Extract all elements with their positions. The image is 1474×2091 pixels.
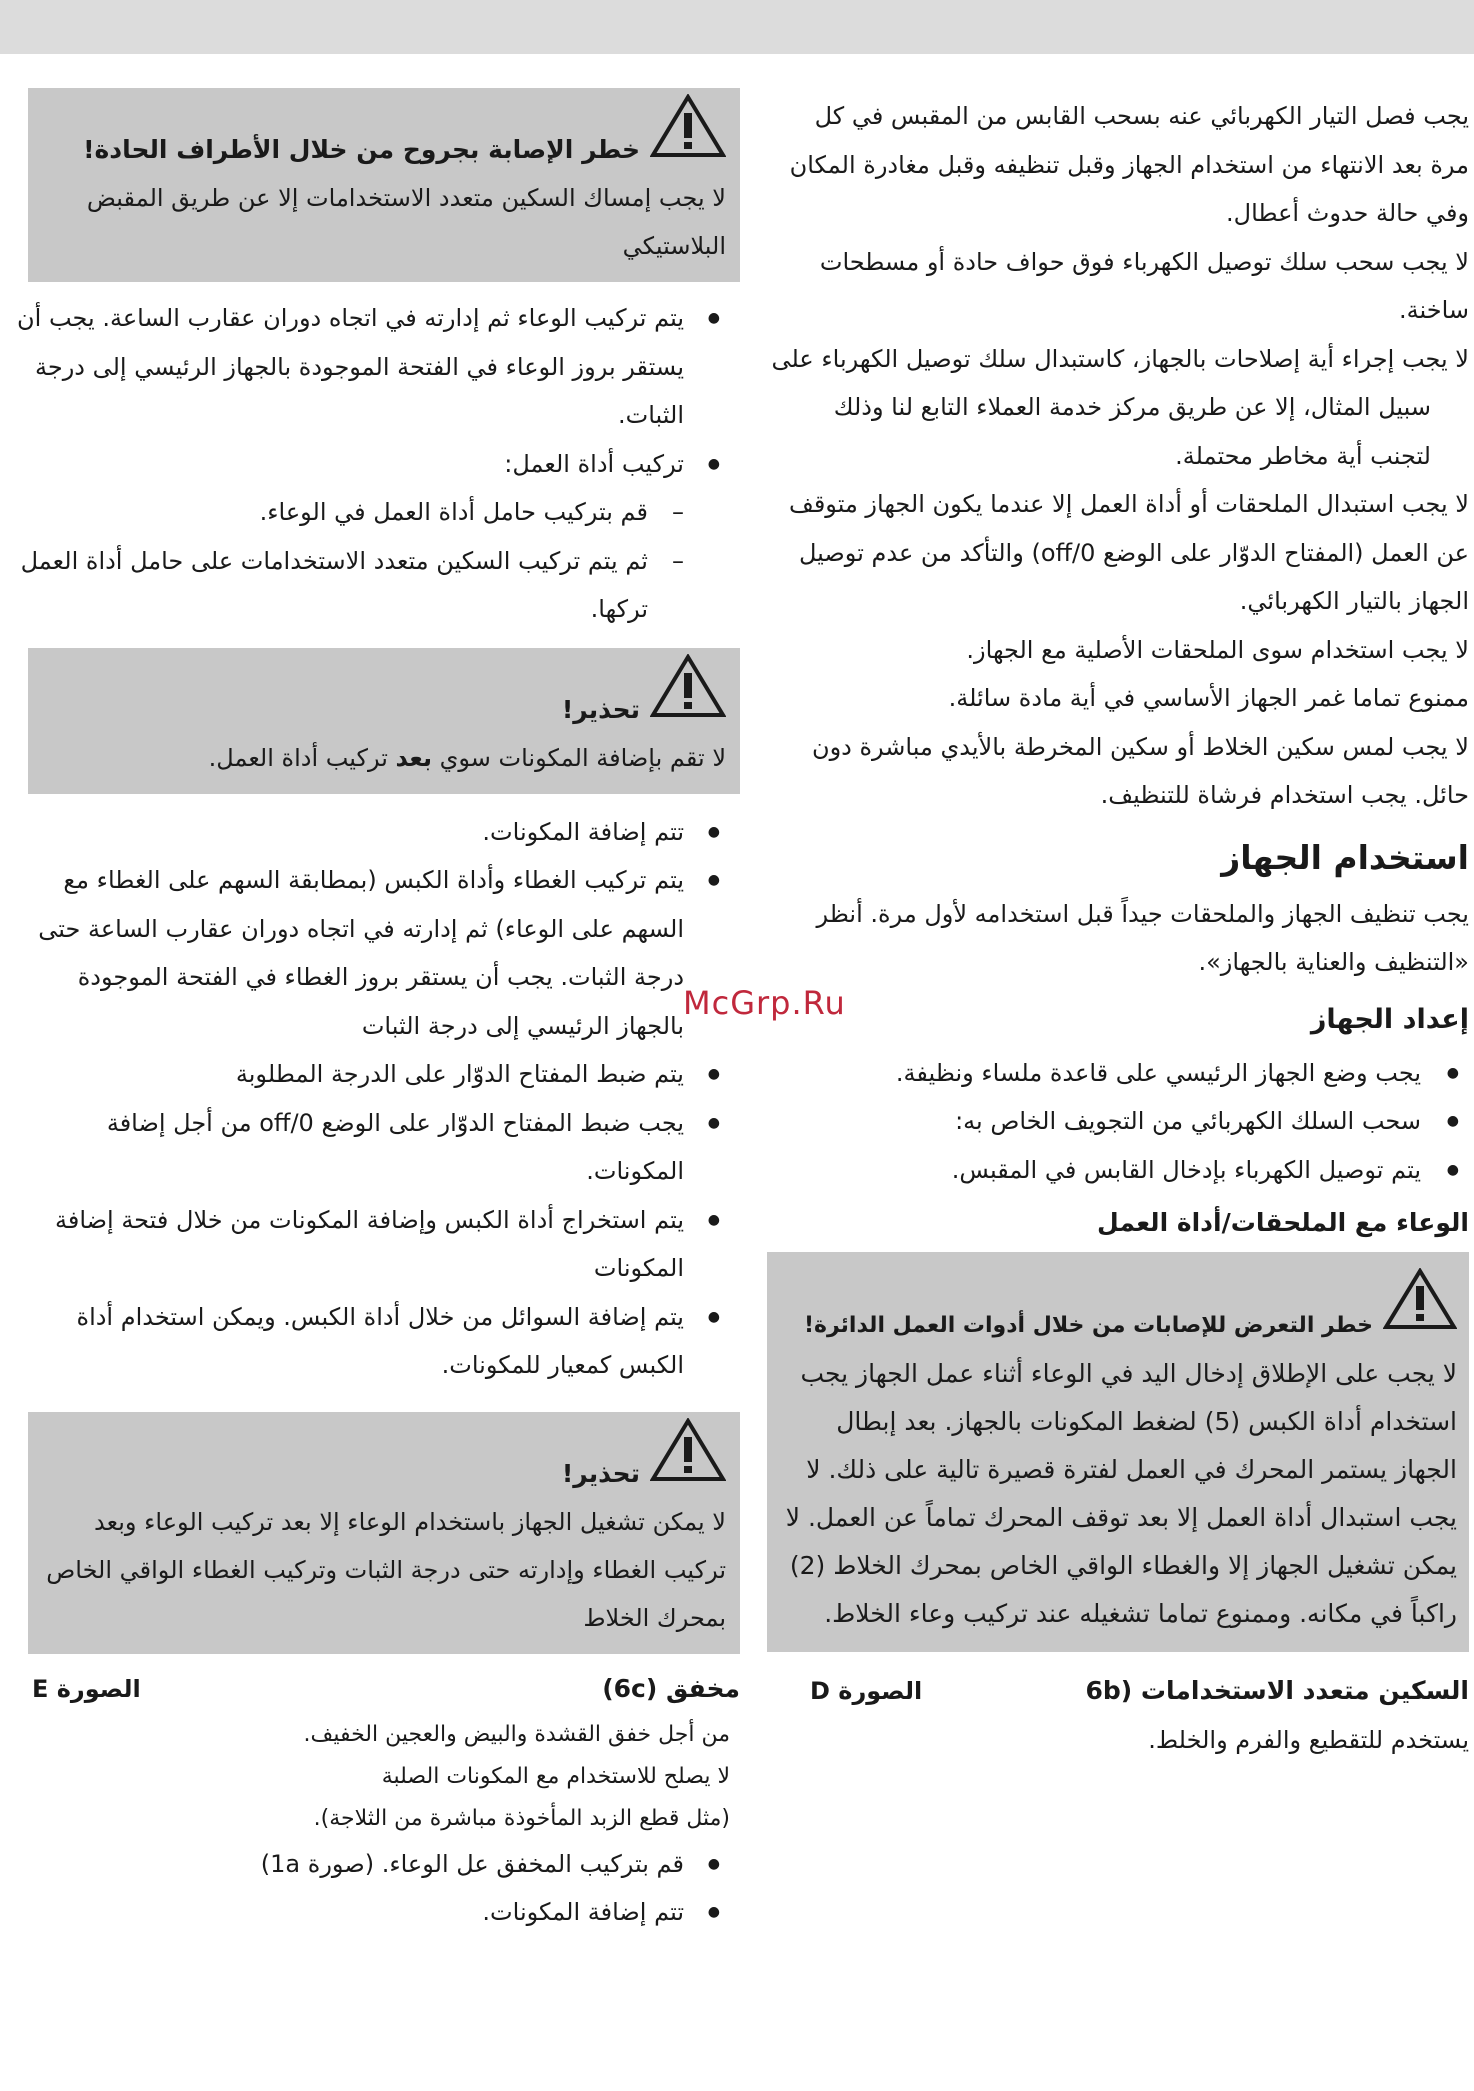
use-paragraph: يجب تنظيف الجهاز والملحقات جيداً قبل استخدامه لأول مرة. أنظر «التنظيف والعناية بالجهاز». <box>816 899 1469 976</box>
whisk-note: من أجل خفق القشدة والبيض والعجين الخفيف. <box>303 1721 730 1747</box>
warning-box-sharp-edges <box>28 88 740 282</box>
watermark-text: McGrp.Ru <box>683 984 846 1022</box>
left-column <box>0 88 740 1937</box>
warning-triangle-icon <box>650 94 726 174</box>
warning-text: لا يجب على الإطلاق إدخال اليد في الوعاء أثناء عمل الجهاز يجب استخدام أداة الكبس (5) لضغط المكونات بالجهاز. بعد إبطال الجهاز يستمر المحرك في العمل لفترة قصيرة تالية على ذلك. لا يجب استبدال أداة العمل إلا بعد توقف المحرك تماماً عن العمل. لا يمكن تشغيل الجهاز إلا والغطاء الواقي الخاص بمحرك الخلاط (2) راكباً في مكانه. وممنوع تماما تشغيله عند تركيب وعاء الخلاط. <box>785 1359 1457 1628</box>
knife-title: السكين متعدد الاستخدامات (6b <box>1085 1676 1469 1705</box>
list-item: ● تركيب أداة العمل: <box>0 440 740 489</box>
list-item: ● سحب السلك الكهربائي من التجويف الخاص به: <box>770 1097 1469 1146</box>
warning-text-pre: لا تقم بإضافة المكونات سوي <box>439 743 726 772</box>
list-item: ● يتم إضافة السوائل من خلال أداة الكبس. ويمكن استخدام أداة الكبس كمعيار للمكونات. <box>0 1293 740 1390</box>
list-item: ● يجب ضبط المفتاح الدوّار على الوضع off/0 من أجل إضافة المكونات. <box>0 1099 740 1196</box>
warning-text: لا يجب إمساك السكين متعدد الاستخدامات إلا عن طريق المقبض البلاستيكي <box>86 184 726 260</box>
warning-title: تحذير! <box>561 1458 640 1488</box>
section-title-prep: إعداد الجهاز <box>1310 1003 1469 1035</box>
section-title-use: استخدام الجهاز <box>1221 837 1469 877</box>
list-item: ● يتم تركيب الغطاء وأداة الكبس (بمطابقة السهم على الغطاء مع السهم على الوعاء) ثم إدارته في اتجاه دوران عقارب الساعة حتى درجة الثبات. يجب أن يستقر بروز الغطاء في الفتحة الموجودة بالجهاز الرئيسي إلى درجة الثبات <box>0 856 740 1050</box>
whisk-list <box>0 1840 740 1937</box>
warning-box-rotating-tools <box>767 1252 1469 1652</box>
warning-box-add-ingredients <box>28 648 740 794</box>
warning-header <box>42 654 726 734</box>
right-column <box>770 92 1474 1765</box>
whisk-note: لا يصلح للاستخدام مع المكونات الصلبة <box>381 1763 730 1789</box>
list-item: ● تتم إضافة المكونات. <box>0 808 740 857</box>
prep-list <box>770 1049 1469 1195</box>
warning-triangle-icon <box>650 654 726 734</box>
list-item: ● قم بتركيب المخفق عل الوعاء. (صورة 1a) <box>0 1840 740 1889</box>
figure-ref-e: الصورة E <box>32 1674 141 1703</box>
dash-item-text: – قم بتركيب حامل أداة العمل في الوعاء. <box>10 488 684 537</box>
warning-title: خطر التعرض للإصابات من خلال أدوات العمل الدائرة! <box>803 1313 1373 1338</box>
assembly-list <box>0 294 740 488</box>
top-header-bar <box>0 0 1474 54</box>
safety-paragraph: يجب فصل التيار الكهربائي عنه بسحب القابس من المقبس في كل مرة بعد الانتهاء من استخدام الجهاز وقبل تنظيفه وقبل مغادرة المكان وفي حالة حدوث أعطال. <box>789 102 1469 227</box>
list-item <box>0 537 740 634</box>
safety-paragraphs <box>770 92 1469 820</box>
warning-text-post: تركيب أداة العمل. <box>208 743 388 772</box>
safety-paragraph: لا يجب لمس سكين الخلاط أو سكين المخرطة بالأيدي مباشرة دون حائل. يجب استخدام فرشاة للتنظيف. <box>811 732 1469 809</box>
safety-paragraph: ممنوع تماما غمر الجهاز الأساسي في أية مادة سائلة. <box>948 684 1469 712</box>
list-item: ● يجب وضع الجهاز الرئيسي على قاعدة ملساء ونظيفة. <box>770 1049 1469 1098</box>
whisk-note: (مثل قطع الزبد المأخوذة مباشرة من الثلاجة). <box>313 1805 730 1831</box>
safety-paragraph: لا يجب استخدام سوى الملحقات الأصلية مع الجهاز. <box>966 635 1469 664</box>
whisk-heading-row <box>0 1664 740 1714</box>
warning-title: خطر الإصابة بجروح من خلال الأطراف الحادة! <box>83 135 640 164</box>
tool-steps-list <box>0 488 740 634</box>
list-item: ● يتم ضبط المفتاح الدوّار على الدرجة المطلوبة <box>0 1050 740 1099</box>
section-title-bowl: الوعاء مع الملحقات/أداة العمل <box>1097 1208 1469 1237</box>
list-item: ● يتم توصيل الكهرباء بإدخال القابس في المقبس. <box>770 1146 1469 1195</box>
knife-text: يستخدم للتقطيع والفرم والخلط. <box>1148 1726 1469 1754</box>
safety-paragraph: لا يجب استبدال الملحقات أو أداة العمل إلا عندما يكون الجهاز متوقف عن العمل (المفتاح الدوّار على الوضع off/0) والتأكد من عدم توصيل الجهاز بالتيار الكهربائي. <box>788 490 1469 615</box>
list-item <box>0 488 740 537</box>
warning-box-bowl-operation <box>28 1412 740 1654</box>
warning-header <box>42 94 726 174</box>
warning-header <box>42 1418 726 1498</box>
whisk-title: مخفق (6c) <box>602 1673 740 1703</box>
list-item: ● يتم تركيب الوعاء ثم إدارته في اتجاه دوران عقارب الساعة. يجب أن يستقر بروز الوعاء في الفتحة الموجودة بالجهاز الرئيسي إلى درجة الثبات. <box>0 294 740 440</box>
warning-text-bold: بعد <box>395 743 432 772</box>
warning-title: تحذير! <box>561 694 640 724</box>
warning-triangle-icon <box>1383 1268 1457 1346</box>
list-item: ● يتم استخراج أداة الكبس وإضافة المكونات من خلال فتحة إضافة المكونات <box>0 1196 740 1293</box>
safety-paragraph: لا يجب سحب سلك توصيل الكهرباء فوق حواف حادة أو مسطحات ساخنة. <box>819 247 1469 324</box>
dash-item-text: – ثم يتم تركيب السكين متعدد الاستخدامات على حامل أداة العمل تركها. <box>10 537 684 634</box>
figure-ref-d: الصورة D <box>810 1677 923 1705</box>
warning-text <box>42 734 726 782</box>
safety-paragraph: لا يجب إجراء أية إصلاحات بالجهاز، كاستبدال سلك توصيل الكهرباء على سبيل المثال، إلا عن طريق مركز خدمة العملاء التابع لنا وذلك لتجنب أية مخاطر محتملة. <box>771 344 1469 470</box>
knife-heading-row <box>770 1666 1469 1716</box>
warning-header <box>781 1268 1457 1346</box>
warning-triangle-icon <box>650 1418 726 1498</box>
list-item: ● تتم إضافة المكونات. <box>0 1888 740 1937</box>
operation-list <box>0 808 740 1390</box>
warning-text: لا يمكن تشغيل الجهاز باستخدام الوعاء إلا بعد تركيب الوعاء وبعد تركيب الغطاء وإدارته حتى درجة الثبات وتركيب الغطاء الواقي الخاص بمحرك الخلاط <box>46 1507 726 1632</box>
